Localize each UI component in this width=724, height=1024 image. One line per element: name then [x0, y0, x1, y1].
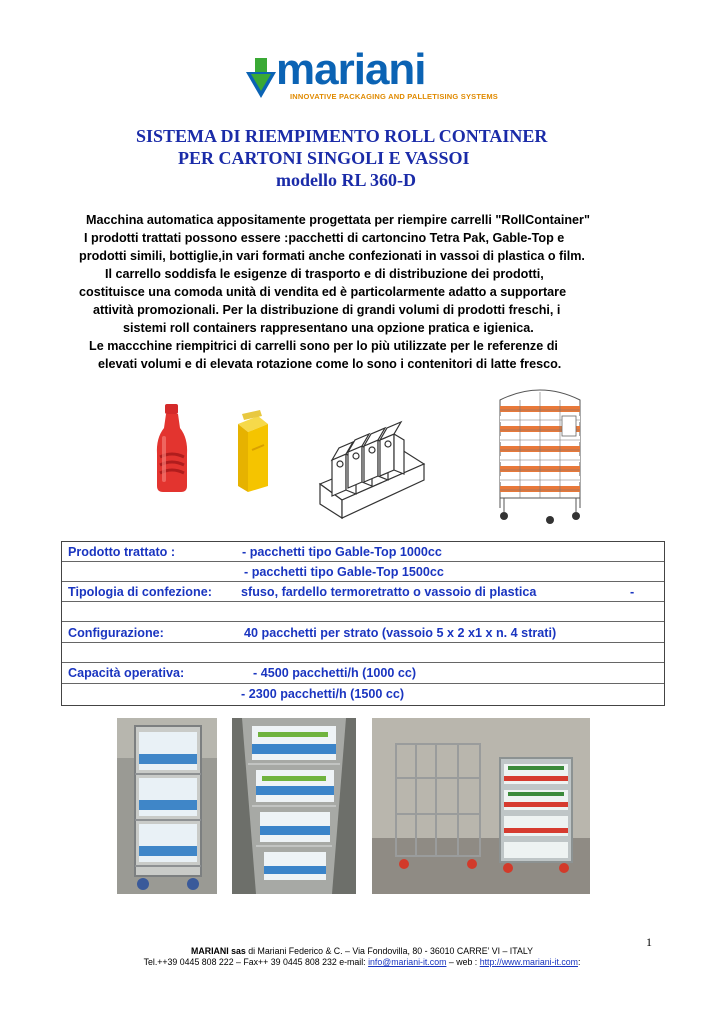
intro-line-1: Macchina automatica appositamente progettata per riempire carrelli "RollContainer" [86, 213, 590, 227]
page-title-line-2: PER CARTONI SINGOLI E VASSOI [178, 148, 470, 168]
table-row [62, 684, 664, 704]
footer-contact-text: Tel.++39 0445 808 222 – Fax++ 39 0445 808 232 e-mail: [143, 957, 369, 967]
page-number: 1 [646, 935, 652, 949]
roll-container-illustration [490, 380, 590, 528]
capacity-label: Capacità operativa: [68, 666, 185, 680]
table-row [62, 622, 664, 643]
logo-tagline: INNOVATIVE PACKAGING AND PALLETISING SYSTEMS [290, 92, 498, 101]
table-row [62, 643, 664, 663]
packaging-label: Tipologia di confezione: [68, 585, 212, 599]
footer-address-text: di Mariani Federico & C. – Via Fondovilla, 80 - 36010 CARRE’ VI – ITALY [245, 946, 533, 956]
gable-top-carton-illustration [232, 410, 274, 494]
footer-contacts [0, 957, 724, 967]
table-row [62, 602, 664, 622]
page-title-line-1: SISTEMA DI RIEMPIMENTO ROLL CONTAINER [136, 126, 548, 146]
packaging-value: sfuso, fardello termoretratto o vassoio di plastica [241, 585, 537, 599]
product-value-2: - pacchetti tipo Gable-Top 1500cc [244, 565, 444, 579]
website-link[interactable]: http://www.mariani-it.com [479, 957, 578, 967]
tray-cartons-illustration [312, 420, 430, 524]
logo-wordmark: mariani [276, 45, 426, 94]
page-title-model: modello RL 360-D [276, 170, 417, 190]
bottle-illustration [154, 402, 190, 494]
intro-line-2: I prodotti trattati possono essere :pacchetti di cartoncino Tetra Pak, Gable-Top e [84, 231, 565, 245]
intro-line-9: elevati volumi e di elevata rotazione come lo sono i contenitori di latte fresco. [98, 357, 562, 371]
roll-container-photo-2 [232, 718, 356, 894]
product-value-1: - pacchetti tipo Gable-Top 1000cc [242, 545, 442, 559]
intro-line-7: sistemi roll containers rappresentano una opzione pratica e igienica. [123, 321, 534, 335]
configuration-value: 40 pacchetti per strato (vassoio 5 x 2 x1 x n. 4 strati) [244, 626, 557, 640]
roll-container-photo-1 [117, 718, 217, 894]
footer-web-prefix: – web : [446, 957, 480, 967]
spec-table [61, 541, 665, 706]
footer-web-suffix: : [577, 957, 581, 967]
intro-line-3: prodotti simili, bottiglie,in vari formati anche confezionati in vassoi di plastica o film. [79, 249, 585, 263]
capacity-value-2: - 2300 pacchetti/h (1500 cc) [241, 687, 405, 701]
email-link[interactable]: info@mariani-it.com [368, 957, 447, 967]
packaging-dash: - [630, 585, 635, 599]
intro-line-8: Le maccchine riempitrici di carrelli sono per lo più utilizzate per le referenze di [89, 339, 558, 353]
table-row [62, 582, 664, 602]
capacity-value-1: - 4500 pacchetti/h (1000 cc) [253, 666, 417, 680]
footer-company: MARIANI sas [191, 946, 246, 956]
table-row [62, 542, 664, 562]
intro-line-4: Il carrello soddisfa le esigenze di trasporto e di distribuzione dei prodotti, [105, 267, 544, 281]
mariani-logo-icon [246, 58, 276, 100]
table-row [62, 562, 664, 582]
intro-line-6: attività promozionali. Per la distribuzione di grandi volumi di prodotti freschi, i [93, 303, 561, 317]
intro-line-5: costituisce una comoda unità di vendita ed è particolarmente adatto a supportare [79, 285, 567, 299]
roll-containers-photo-3 [372, 718, 590, 894]
configuration-label: Configurazione: [68, 626, 164, 640]
product-label: Prodotto trattato : [68, 545, 176, 559]
table-row [62, 663, 664, 684]
footer-address [0, 946, 724, 956]
